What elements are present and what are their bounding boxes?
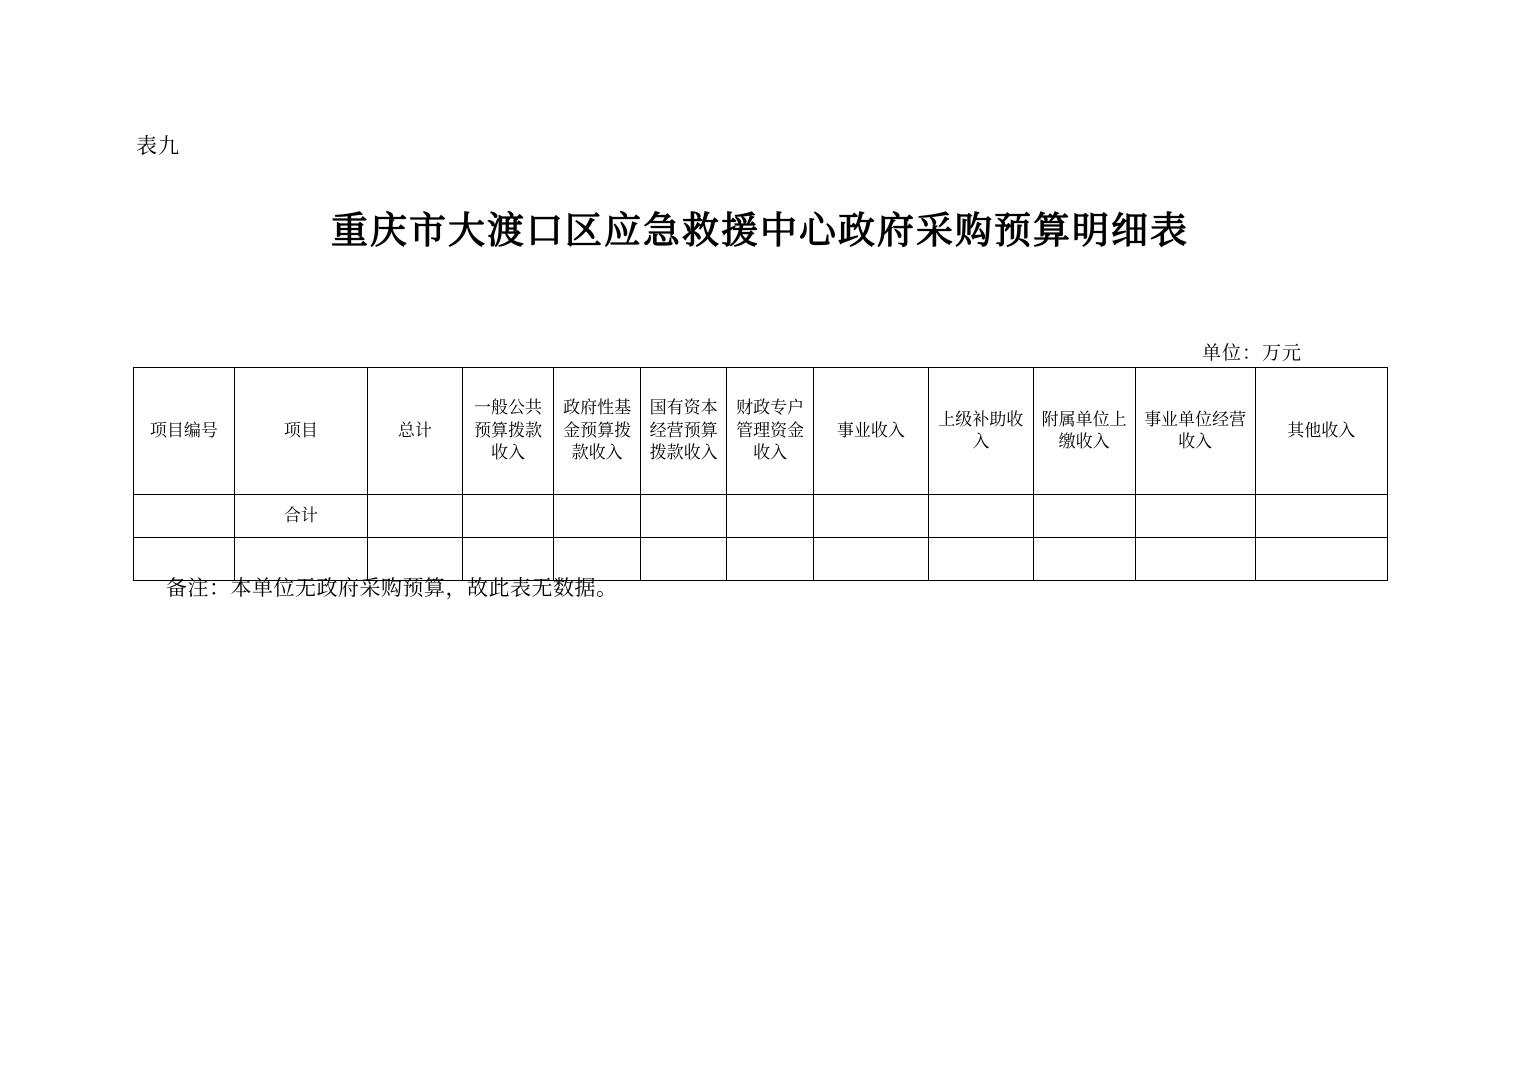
cell-superior-subsidy [928, 495, 1033, 538]
cell-subordinate-remittance [1033, 495, 1135, 538]
column-header-general-public-budget-appropriation: 一般公共预算拨款收入 [462, 368, 554, 495]
cell-state-capital-budget [640, 495, 727, 538]
cell-state-capital-budget [640, 538, 727, 581]
cell-other-revenue [1255, 495, 1387, 538]
unit-note: 单位：万元 [1201, 343, 1302, 364]
cell-general-public-budget [462, 495, 554, 538]
budget-table [133, 367, 1388, 581]
cell-operating-revenue [813, 538, 928, 581]
column-header-government-fund-budget-appropriation: 政府性基金预算拨款收入 [554, 368, 641, 495]
cell-subordinate-remittance [1033, 538, 1135, 581]
cell-government-fund-budget [554, 495, 641, 538]
cell-fiscal-special-account [727, 495, 814, 538]
cell-total [368, 495, 463, 538]
column-header-state-capital-operating-budget-appropriation: 国有资本经营预算拨款收入 [640, 368, 727, 495]
table-header-row [134, 368, 1388, 495]
column-header-fiscal-special-account-funds: 财政专户管理资金收入 [727, 368, 814, 495]
cell-total-label: 合计 [234, 495, 367, 538]
table-row [134, 495, 1388, 538]
remark-note: 备注：本单位无政府采购预算，故此表无数据。 [166, 576, 618, 600]
cell-operating-revenue [813, 495, 928, 538]
cell-fiscal-special-account [727, 538, 814, 581]
column-header-project-code: 项目编号 [134, 368, 235, 495]
column-header-operating-revenue: 事业收入 [813, 368, 928, 495]
column-header-subordinate-unit-remittance: 附属单位上缴收入 [1033, 368, 1135, 495]
column-header-institution-business-revenue: 事业单位经营收入 [1135, 368, 1255, 495]
cell-institution-business-revenue [1135, 495, 1255, 538]
column-header-total: 总计 [368, 368, 463, 495]
cell-superior-subsidy [928, 538, 1033, 581]
cell-institution-business-revenue [1135, 538, 1255, 581]
page-title: 重庆市大渡口区应急救援中心政府采购预算明细表 [331, 211, 1189, 252]
form-number-label: 表九 [136, 134, 180, 158]
cell-project-code [134, 495, 235, 538]
column-header-superior-subsidy-revenue: 上级补助收入 [928, 368, 1033, 495]
column-header-project: 项目 [234, 368, 367, 495]
column-header-other-revenue: 其他收入 [1255, 368, 1387, 495]
cell-other-revenue [1255, 538, 1387, 581]
